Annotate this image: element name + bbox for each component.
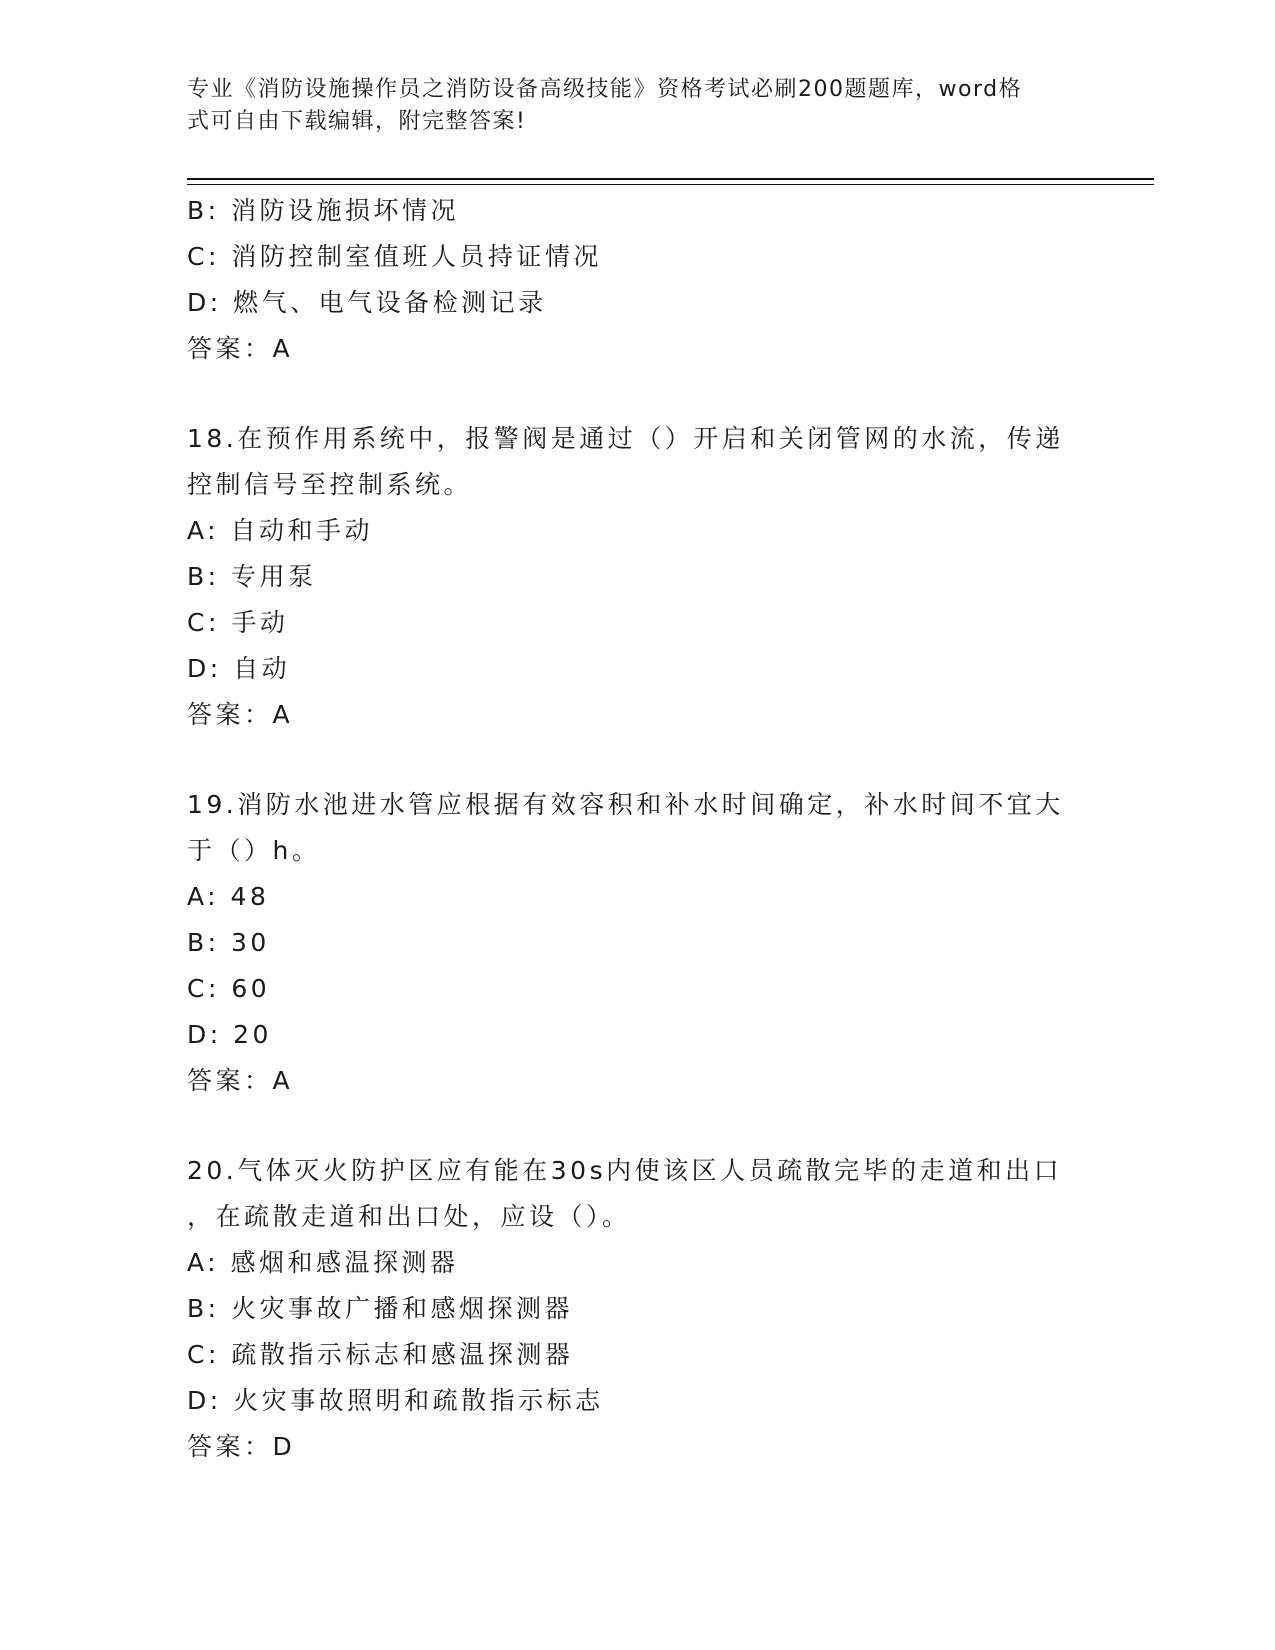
option-d: D: 火灾事故照明和疏散指示标志 bbox=[187, 1386, 604, 1415]
question-18 bbox=[187, 416, 1087, 738]
option-d: D: 自动 bbox=[187, 654, 291, 683]
answer-line: 答案：D bbox=[187, 1432, 296, 1461]
header-line-2: 式可自由下载编辑，附完整答案! bbox=[187, 109, 527, 134]
question-stem-line-1: 20.气体灭火防护区应有能在30s内使该区人员疏散完毕的走道和出口 bbox=[187, 1156, 1063, 1185]
answer-line: 答案：A bbox=[187, 334, 294, 363]
option-d: D: 20 bbox=[187, 1020, 272, 1049]
header-divider-thin bbox=[187, 184, 1154, 185]
option-c: C: 手动 bbox=[187, 608, 289, 637]
option-b: B: 专用泵 bbox=[187, 562, 317, 591]
document-header bbox=[187, 74, 1067, 138]
option-a: A: 48 bbox=[187, 882, 270, 911]
question-stem-line-1: 19.消防水池进水管应根据有效容积和补水时间确定，补水时间不宜大 bbox=[187, 790, 1064, 819]
option-c: C: 60 bbox=[187, 974, 271, 1003]
question-stem-line-1: 18.在预作用系统中，报警阀是通过（）开启和关闭管网的水流，传递 bbox=[187, 424, 1064, 453]
question-content bbox=[187, 188, 1087, 1470]
question-stem-line-2: ，在疏散走道和出口处，应设（）。 bbox=[187, 1202, 631, 1231]
option-c: C: 消防控制室值班人员持证情况 bbox=[187, 242, 602, 271]
question-20 bbox=[187, 1148, 1087, 1470]
option-a: A: 自动和手动 bbox=[187, 516, 374, 545]
header-divider-thick bbox=[187, 178, 1154, 180]
option-d: D: 燃气、电气设备检测记录 bbox=[187, 288, 547, 317]
answer-line: 答案：A bbox=[187, 700, 294, 729]
question-19 bbox=[187, 782, 1087, 1104]
header-line-1: 专业《消防设施操作员之消防设备高级技能》资格考试必刷200题题库，word格 bbox=[187, 77, 1023, 102]
question-stem-line-2: 于（）h。 bbox=[187, 836, 321, 865]
question-stem-line-2: 控制信号至控制系统。 bbox=[187, 470, 473, 499]
option-b: B: 30 bbox=[187, 928, 270, 957]
answer-line: 答案：A bbox=[187, 1066, 294, 1095]
option-b: B: 消防设施损坏情况 bbox=[187, 196, 460, 225]
option-b: B: 火灾事故广播和感烟探测器 bbox=[187, 1294, 574, 1323]
prev-question-block bbox=[187, 188, 1087, 372]
option-c: C: 疏散指示标志和感温探测器 bbox=[187, 1340, 574, 1369]
option-a: A: 感烟和感温探测器 bbox=[187, 1248, 459, 1277]
